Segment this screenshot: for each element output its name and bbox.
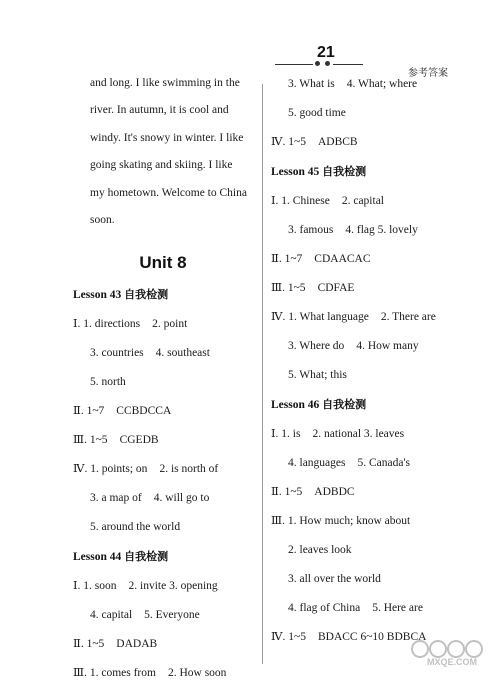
lesson-title (271, 157, 493, 187)
answer-text: CDAACAC (314, 253, 371, 265)
answer-text: CCBDCCA (116, 405, 172, 418)
answer-number: 2. leaves look (288, 544, 352, 556)
answer-number: Ⅳ. 1. What language (271, 311, 369, 323)
answer-line (271, 507, 493, 536)
answer-text: CGEDB (119, 434, 159, 447)
answer-line (73, 572, 253, 601)
answer-number: 5. around the world (90, 521, 181, 534)
answer-line (73, 659, 253, 688)
answer-text: 2. national 3. leaves (312, 428, 405, 440)
text-line: soon. (90, 213, 115, 226)
answer-number: 5. What; this (288, 369, 347, 381)
answer-text: BDACC 6~10 BDBCA (317, 631, 427, 643)
lesson-name: Lesson 45 (271, 166, 320, 178)
answer-number: 5. good time (288, 107, 346, 119)
lesson-title (73, 280, 253, 310)
answer-line (73, 484, 253, 513)
answer-number: 5. north (90, 376, 126, 389)
answer-line (73, 513, 253, 542)
answer-number: Ⅲ. 1. How much; know about (271, 515, 411, 527)
answer-text: CDFAE (317, 282, 355, 294)
answer-text: 4. will go to (153, 492, 210, 505)
header-rule-left (275, 64, 313, 65)
answer-line (73, 630, 253, 659)
answer-line (271, 478, 493, 507)
answer-text: ADBCB (317, 136, 358, 148)
answer-key-label: 参考答案 (408, 68, 448, 79)
answer-line (73, 455, 253, 484)
lesson-title (271, 390, 493, 420)
answer-number: Ⅳ. 1. points; on (73, 463, 148, 476)
answer-text: 5. Everyone (144, 609, 200, 622)
answer-text: 5. Canada's (357, 457, 411, 469)
answer-number: Ⅰ. 1. soon (73, 580, 117, 593)
answer-line (73, 397, 253, 426)
answer-text: 2. capital (341, 195, 384, 207)
answer-text: 2. point (152, 318, 188, 331)
answer-number: Ⅱ. 1~5 (271, 486, 303, 498)
answer-number: 3. a map of (90, 492, 142, 505)
answer-number: 3. all over the world (288, 573, 381, 585)
answer-line (73, 339, 253, 368)
text-line: river. In autumn, it is cool and (90, 104, 229, 117)
answer-number: Ⅲ. 1~5 (271, 282, 306, 294)
lesson-name: Lesson 43 (73, 289, 122, 302)
answer-line (271, 449, 493, 478)
answer-line (271, 245, 493, 274)
answer-line (271, 128, 493, 157)
answer-line (271, 565, 493, 594)
watermark-text: MXQE.COM (426, 657, 478, 667)
lesson-name: Lesson 46 (271, 399, 320, 411)
answer-text: 2. is north of (159, 463, 219, 476)
answer-number: Ⅱ. 1~7 (73, 405, 105, 418)
continuation-answers (271, 70, 493, 157)
answer-text: 5. Here are (372, 602, 423, 614)
answer-number: Ⅳ. 1~5 (271, 136, 306, 148)
answer-line (271, 303, 493, 332)
answer-line (73, 310, 253, 339)
header-dot (315, 61, 320, 66)
answer-line (271, 594, 493, 623)
answer-text: 2. How soon (167, 667, 227, 680)
answer-line (271, 99, 493, 128)
header-rule-right (333, 64, 363, 65)
lesson-subtitle: 自我检测 (124, 288, 169, 302)
answer-number: Ⅲ. 1. comes from (73, 667, 156, 680)
answer-number: Ⅰ. 1. is (271, 428, 301, 440)
answer-number: 4. capital (90, 609, 133, 622)
lesson-name: Lesson 44 (73, 551, 122, 564)
answer-line (73, 368, 253, 397)
answer-line (271, 274, 493, 303)
answer-line (271, 332, 493, 361)
answer-text: 4. flag 5. lovely (345, 224, 418, 236)
answer-line (271, 361, 493, 390)
text-line: my hometown. Welcome to China (90, 186, 247, 199)
right-column (271, 70, 493, 652)
lesson-46-answers (271, 420, 493, 652)
answer-line (271, 536, 493, 565)
lesson-43-answers (73, 310, 253, 542)
answer-number: Ⅰ. 1. directions (73, 318, 141, 331)
answer-text: ADBDC (314, 486, 355, 498)
answer-line (271, 420, 493, 449)
answer-number: Ⅰ. 1. Chinese (271, 195, 330, 207)
header-dot (325, 61, 330, 66)
lesson-subtitle: 自我检测 (322, 398, 367, 411)
lesson-title (73, 542, 253, 572)
text-line: and long. I like swimming in the (90, 77, 240, 89)
lesson-subtitle: 自我检测 (322, 165, 367, 178)
lesson-subtitle: 自我检测 (124, 550, 169, 564)
answer-number: Ⅲ. 1~5 (73, 434, 108, 447)
answer-number: 4. languages (288, 457, 346, 469)
answer-number: 3. famous (288, 224, 334, 236)
left-column (73, 70, 253, 688)
answer-text: 4. How many (356, 340, 419, 352)
answer-text: DADAB (116, 638, 158, 651)
answer-text: 4. What; where (346, 78, 418, 90)
answer-text: 2. There are (380, 311, 436, 323)
text-line: windy. It's snowy in winter. I like (90, 131, 244, 144)
answer-number: Ⅱ. 1~7 (271, 253, 303, 265)
answer-line (271, 187, 493, 216)
answer-text: 2. invite 3. opening (128, 580, 218, 593)
page-number: 21 (317, 44, 335, 61)
answer-number: 3. countries (90, 347, 144, 360)
column-divider (262, 84, 263, 664)
answer-line (73, 426, 253, 455)
answer-number: 3. Where do (288, 340, 345, 352)
lesson-45-answers (271, 187, 493, 390)
answer-line (73, 601, 253, 630)
continuation-paragraph (73, 70, 253, 234)
answer-number: Ⅳ. 1~5 (271, 631, 306, 643)
answer-line (271, 216, 493, 245)
answer-line (271, 70, 493, 99)
unit-title: Unit 8 (139, 253, 187, 273)
answer-number: Ⅱ. 1~5 (73, 638, 105, 651)
answer-number: 4. flag of China (288, 602, 361, 614)
site-watermark-logo (410, 637, 494, 667)
text-line: going skating and skiing. I like (90, 159, 233, 172)
answer-text: 4. southeast (155, 347, 210, 360)
answer-number: 3. What is (288, 78, 335, 90)
